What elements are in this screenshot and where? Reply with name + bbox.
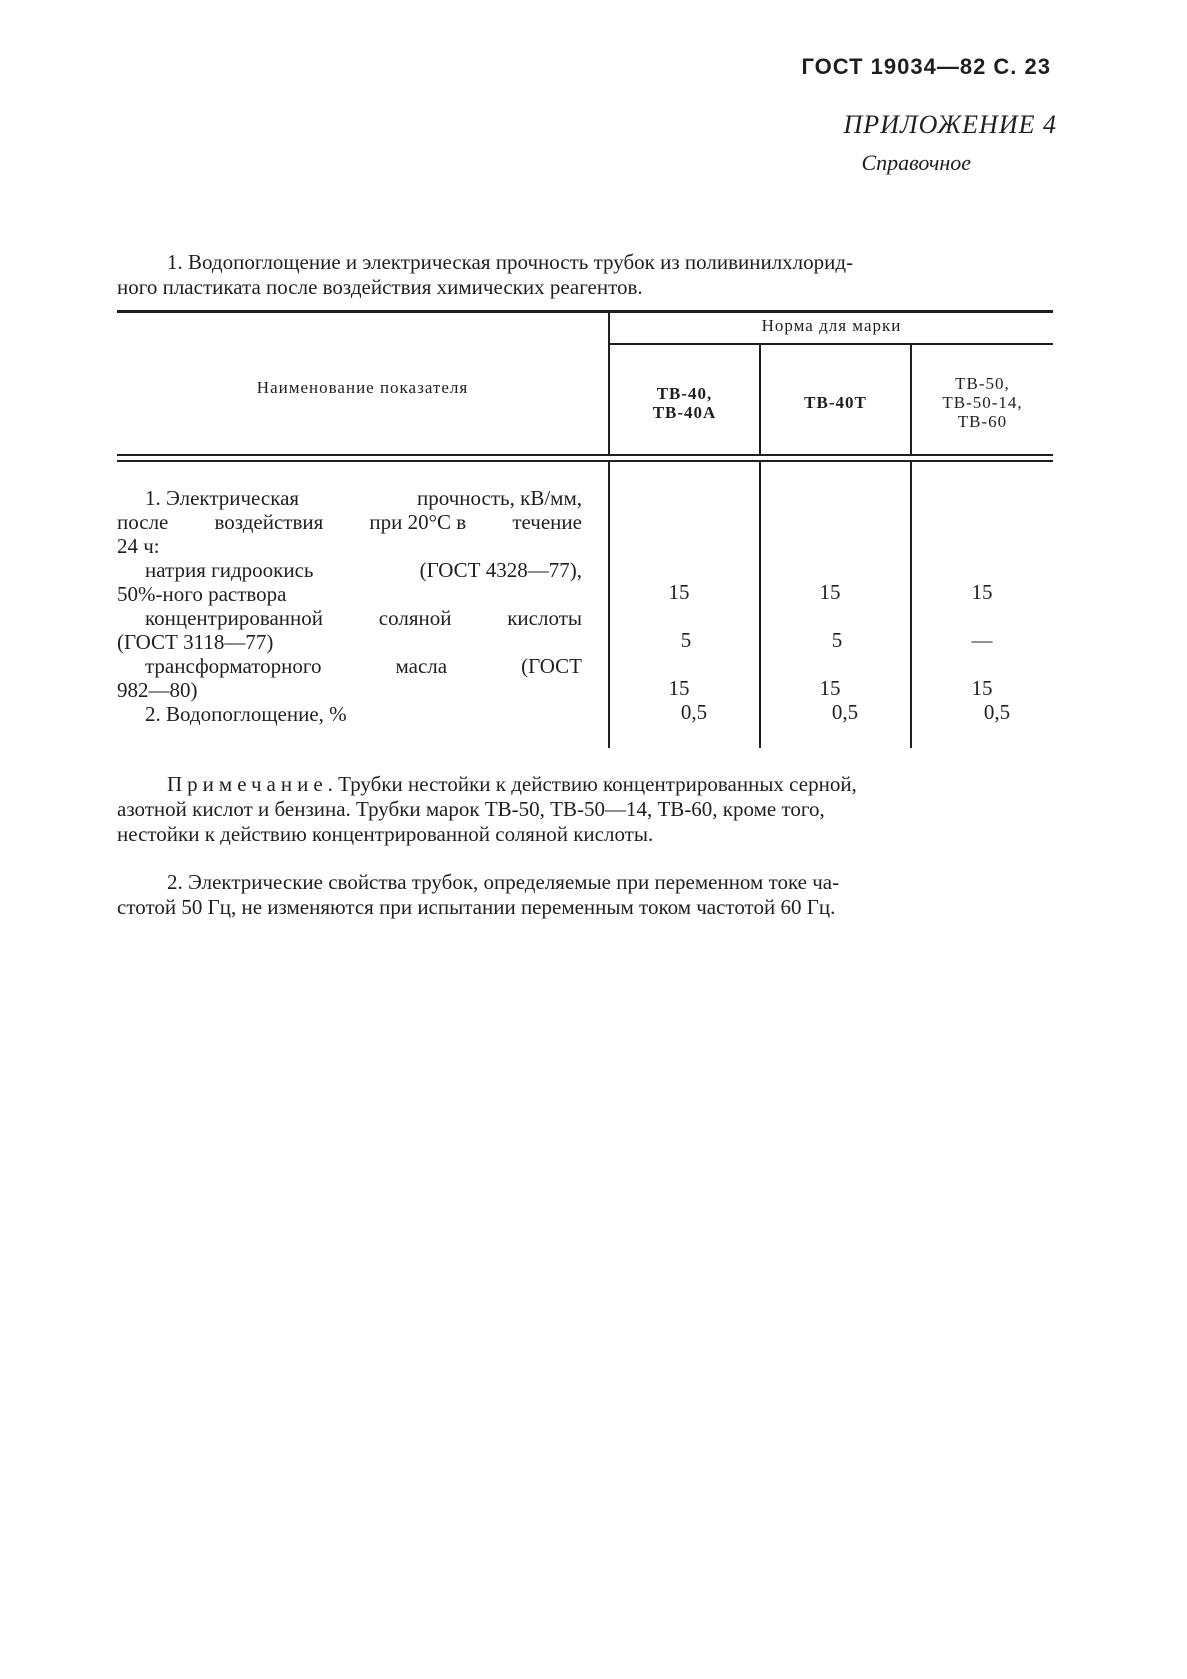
value-cell: 15 — [971, 580, 993, 604]
row-text: (ГОСТ 4328—77), — [419, 558, 582, 582]
grade-label: ТВ-50-14, — [942, 393, 1023, 412]
grade-label: ТВ-50, — [955, 374, 1010, 393]
grade-header — [761, 393, 910, 412]
grade-header — [610, 384, 759, 422]
section-1-line-1: 1. Водопоглощение и электрическая прочность трубок из поливинилхлорид- — [167, 250, 854, 274]
row-naoh — [117, 558, 582, 606]
value-cell: 5 — [831, 628, 843, 652]
column-header-indicator: Наименование показателя — [256, 378, 469, 397]
table-header-rule-2 — [117, 460, 1053, 462]
value-cell: 15 — [668, 580, 690, 604]
value-cell: 15 — [819, 580, 841, 604]
value-cell: 0,5 — [680, 700, 708, 724]
table-top-rule — [117, 310, 1053, 313]
appendix-title: ПРИЛОЖЕНИЕ 4 — [843, 110, 1057, 139]
row-text: 50%-ного раствора — [117, 582, 287, 606]
row-text: трансформаторного — [145, 654, 322, 678]
appendix-type: Справочное — [861, 150, 971, 175]
note-line-2: азотной кислот и бензина. Трубки марок ТВ-50, ТВ-50—14, ТВ-60, кроме того, — [117, 797, 825, 821]
document-reference: ГОСТ 19034—82 С. 23 — [801, 54, 1051, 79]
value-cell: — — [971, 628, 993, 652]
grade-label: ТВ-40, — [656, 384, 713, 403]
grade-label: ТВ-60 — [957, 412, 1008, 431]
note-text: . Трубки нестойки к действию концентрированных серной, — [327, 772, 857, 796]
section-2-line-2: стотой 50 Гц, не изменяются при испытании переменным током частотой 60 Гц. — [117, 895, 836, 919]
row-text: кислоты — [507, 606, 582, 630]
row-text: воздействия — [214, 510, 324, 534]
row-water-absorption — [117, 702, 610, 726]
value-cell: 5 — [680, 628, 692, 652]
note-label: Примечание — [167, 772, 328, 796]
section-2-line-1: 2. Электрические свойства трубок, определяемые при переменном токе ча- — [167, 870, 840, 894]
grade-header — [912, 374, 1053, 431]
row-text: прочность, кВ/мм, — [417, 486, 582, 510]
row-text: соляной — [378, 606, 452, 630]
section-1-intro — [117, 250, 1054, 300]
grade-label: ТВ-40А — [652, 403, 717, 422]
value-cell: 15 — [971, 676, 993, 700]
table-header-rule-1 — [117, 454, 1053, 456]
row-text: масла — [395, 654, 448, 678]
row-text: 24 ч: — [117, 534, 160, 558]
row-text: 1. Электрическая — [145, 486, 300, 510]
row-electric-strength — [117, 486, 582, 558]
row-text: после — [117, 510, 169, 534]
value-cell: 0,5 — [831, 700, 859, 724]
section-2 — [117, 870, 1054, 920]
note-line-1 — [117, 772, 1054, 797]
value-cell: 0,5 — [983, 700, 1011, 724]
value-cell: 15 — [819, 676, 841, 700]
table-subheader-rule — [610, 343, 1053, 345]
row-text: 2. Водопоглощение, % — [145, 702, 347, 726]
row-text: (ГОСТ — [521, 654, 582, 678]
row-text: (ГОСТ 3118—77) — [117, 630, 274, 654]
row-hcl — [117, 606, 582, 654]
row-text: концентрированной — [145, 606, 324, 630]
section-1-line-2: ного пластиката после воздействия химических реагентов. — [117, 275, 643, 299]
note-line-3: нестойки к действию концентрированной соляной кислоты. — [117, 822, 654, 846]
column-header-norm: Норма для марки — [761, 316, 902, 335]
table-divider — [759, 462, 761, 748]
row-text: при 20°С в — [369, 510, 467, 534]
row-transformer-oil — [117, 654, 582, 702]
grade-label: ТВ-40Т — [804, 393, 867, 412]
table-note — [117, 772, 1054, 847]
value-cell: 15 — [668, 676, 690, 700]
row-text: натрия гидроокись — [145, 558, 314, 582]
row-text: течение — [512, 510, 582, 534]
table-divider — [910, 462, 912, 748]
row-text: 982—80) — [117, 678, 198, 702]
